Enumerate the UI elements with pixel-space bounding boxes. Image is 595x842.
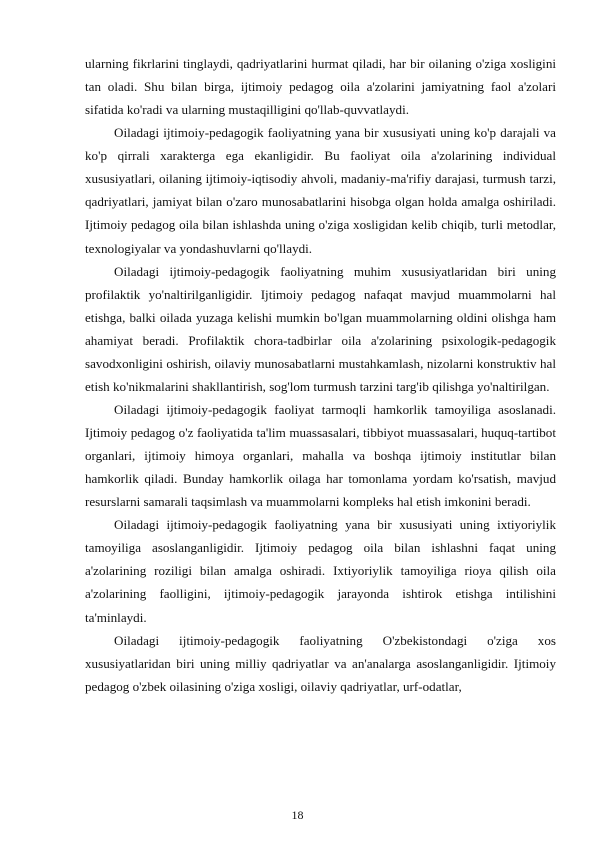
document-body [85,52,556,698]
page-number: 18 [291,808,304,822]
paragraph: Oiladagi ijtimoiy-pedagogik faoliyatning muhim xususiyatlaridan biri uning profilaktik yo'naltirilganligidir. Ijtimoiy pedagog nafaqat mavjud muammolarni hal etishga, balki oilada yuzaga kelishi mumkin bo'lgan muammolarning oldini olishga ham ahamiyat beradi. Profilaktik chora-tadbirlar oila a'zolarining psixologik-pedagogik savodxonligini oshirish, oilaviy munosabatlarni mustahkamlash, nizolarni konstruktiv hal etish ko'nikmalarini shakllantirish, sog'lom turmush tarzini targ'ib qilishga yo'naltirilgan. [85,263,556,394]
paragraph-continued: ularning fikrlarini tinglaydi, qadriyatlarini hurmat qiladi, har bir oilaning o'ziga xosligini tan oladi. Shu bilan birga, ijtimoiy pedagog oila a'zolarini jamiyatning faol a'zolari sifatida ko'radi va ularning mustaqilligini qo'llab-quvvatlaydi. [85,56,556,118]
paragraph: Oiladagi ijtimoiy-pedagogik faoliyatning yana bir xususiyati uning ko'p darajali va ko'p qirrali xarakterga ega ekanligidir. Bu faoliyat oila a'zolarining individual xususiyatlari, oilaning ijtimoiy-iqtisodiy ahvoli, madaniy-ma'rifiy darajasi, turmush tarzi, qadriyatlari, jamiyat bilan o'zaro munosabatlarini hisobga olgan holda amalga oshiriladi. Ijtimoiy pedagog oila bilan ishlashda uning o'ziga xosligidan kelib chiqib, turli metodlar, texnologiyalar va yondashuvlarni qo'llaydi. [85,125,556,256]
paragraph: Oiladagi ijtimoiy-pedagogik faoliyat tarmoqli hamkorlik tamoyiliga asoslanadi. Ijtimoiy pedagog o'z faoliyatida ta'lim muassasalari, tibbiyot muassasalari, huquq-tartibot organlari, ijtimoiy himoya organlari, mahalla va boshqa ijtimoiy institutlar bilan hamkorlik qiladi. Bunday hamkorlik oilaga har tomonlama yordam ko'rsatish, mavjud resurslarni samarali taqsimlash va muammolarni kompleks hal etish imkonini beradi. [85,401,556,510]
paragraph: Oiladagi ijtimoiy-pedagogik faoliyatning yana bir xususiyati uning ixtiyoriylik tamoyiliga asoslanganligidir. Ijtimoiy pedagog oila bilan ishlashni faqat uning a'zolarining roziligi bilan amalga oshiradi. Ixtiyoriylik tamoyiliga rioya qilish oila a'zolarining faolligini, ijtimoiy-pedagogik jarayonda ishtirok etishga intilishini ta'minlaydi. [85,517,556,625]
paragraph: Oiladagi ijtimoiy-pedagogik faoliyatning O'zbekistondagi o'ziga xos xususiyatlaridan biri uning milliy qadriyatlar va an'analarga asoslanganligidir. Ijtimoiy pedagog o'zbek oilasining o'ziga xosligi, oilaviy qadriyatlar, urf-odatlar, [85,632,556,694]
